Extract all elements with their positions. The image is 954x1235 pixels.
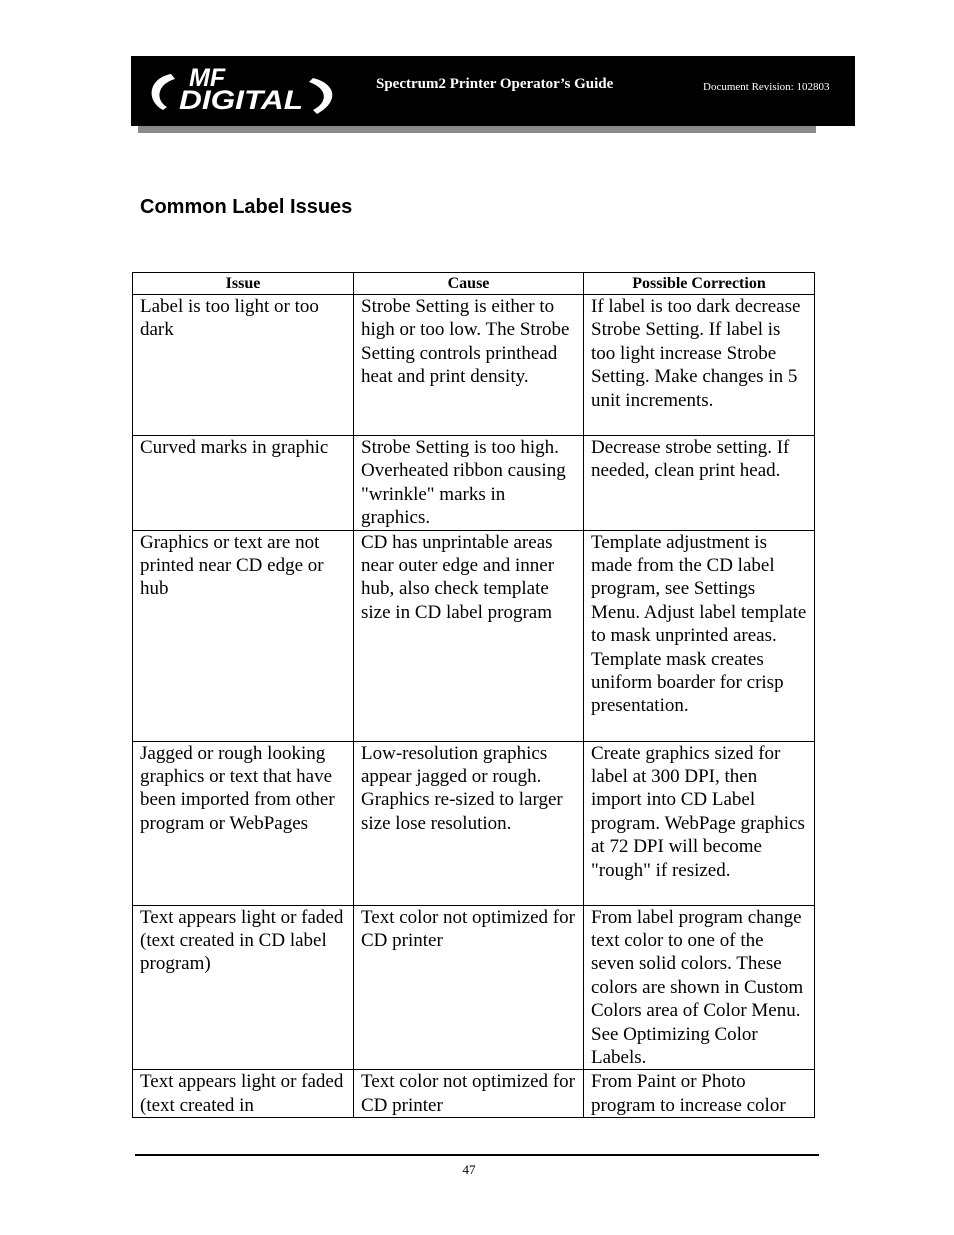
cell-issue: Label is too light or too dark [133, 295, 354, 436]
cell-cause: Strobe Setting is too high. Overheated ribbon causing "wrinkle" marks in graphics. [354, 436, 584, 531]
document-revision: Document Revision: 102803 [703, 81, 830, 93]
column-header-correction: Possible Correction [584, 273, 815, 295]
cell-cause: Text color not optimized for CD printer [354, 905, 584, 1070]
cell-correction: From label program change text color to one of the seven solid colors. These colors are shown in Custom Colors area of Color Menu. See Optimizing Color Labels. [584, 905, 815, 1070]
section-title: Common Label Issues [140, 196, 353, 218]
cell-correction: Create graphics sized for label at 300 DPI, then import into CD Label program. WebPage graphics at 72 DPI will become "rough" if resized. [584, 741, 815, 905]
cell-issue: Text appears light or faded (text created in [133, 1070, 354, 1118]
table-row [133, 530, 815, 741]
table-header-row [133, 273, 815, 295]
cell-issue: Text appears light or faded (text created in CD label program) [133, 905, 354, 1070]
mf-digital-logo [141, 60, 341, 122]
logo-text-mf: MF [189, 64, 226, 92]
table-row [133, 436, 815, 531]
cell-correction: Decrease strobe setting. If needed, clean print head. [584, 436, 815, 531]
table-row [133, 1070, 815, 1118]
cell-issue: Curved marks in graphic [133, 436, 354, 531]
table-row [133, 741, 815, 905]
label-issues-table [132, 272, 815, 1118]
cell-issue: Jagged or rough looking graphics or text that have been imported from other program or WebPages [133, 741, 354, 905]
logo-text-digital: DIGITAL [179, 85, 303, 115]
cell-cause: CD has unprintable areas near outer edge and inner hub, also check template size in CD label program [354, 530, 584, 741]
header-title: Spectrum2 Printer Operator’s Guide [376, 76, 614, 92]
cell-cause: Low-resolution graphics appear jagged or rough. Graphics re-sized to larger size lose resolution. [354, 741, 584, 905]
footer-rule [135, 1154, 819, 1156]
cell-cause: Text color not optimized for CD printer [354, 1070, 584, 1118]
table-row [133, 295, 815, 436]
cell-cause: Strobe Setting is either to high or too low. The Strobe Setting controls printhead heat and print density. [354, 295, 584, 436]
table-row [133, 905, 815, 1070]
cell-correction: If label is too dark decrease Strobe Setting. If label is too light increase Strobe Setting. Make changes in 5 unit increments. [584, 295, 815, 436]
column-header-issue: Issue [133, 273, 354, 295]
cell-issue: Graphics or text are not printed near CD edge or hub [133, 530, 354, 741]
page-number: 47 [462, 1162, 476, 1177]
cell-correction: From Paint or Photo program to increase color [584, 1070, 815, 1118]
cell-correction: Template adjustment is made from the CD label program, see Settings Menu. Adjust label template to mask unprinted areas. Template mask creates uniform boarder for crisp presentation. [584, 530, 815, 741]
column-header-cause: Cause [354, 273, 584, 295]
page-header [131, 56, 855, 126]
